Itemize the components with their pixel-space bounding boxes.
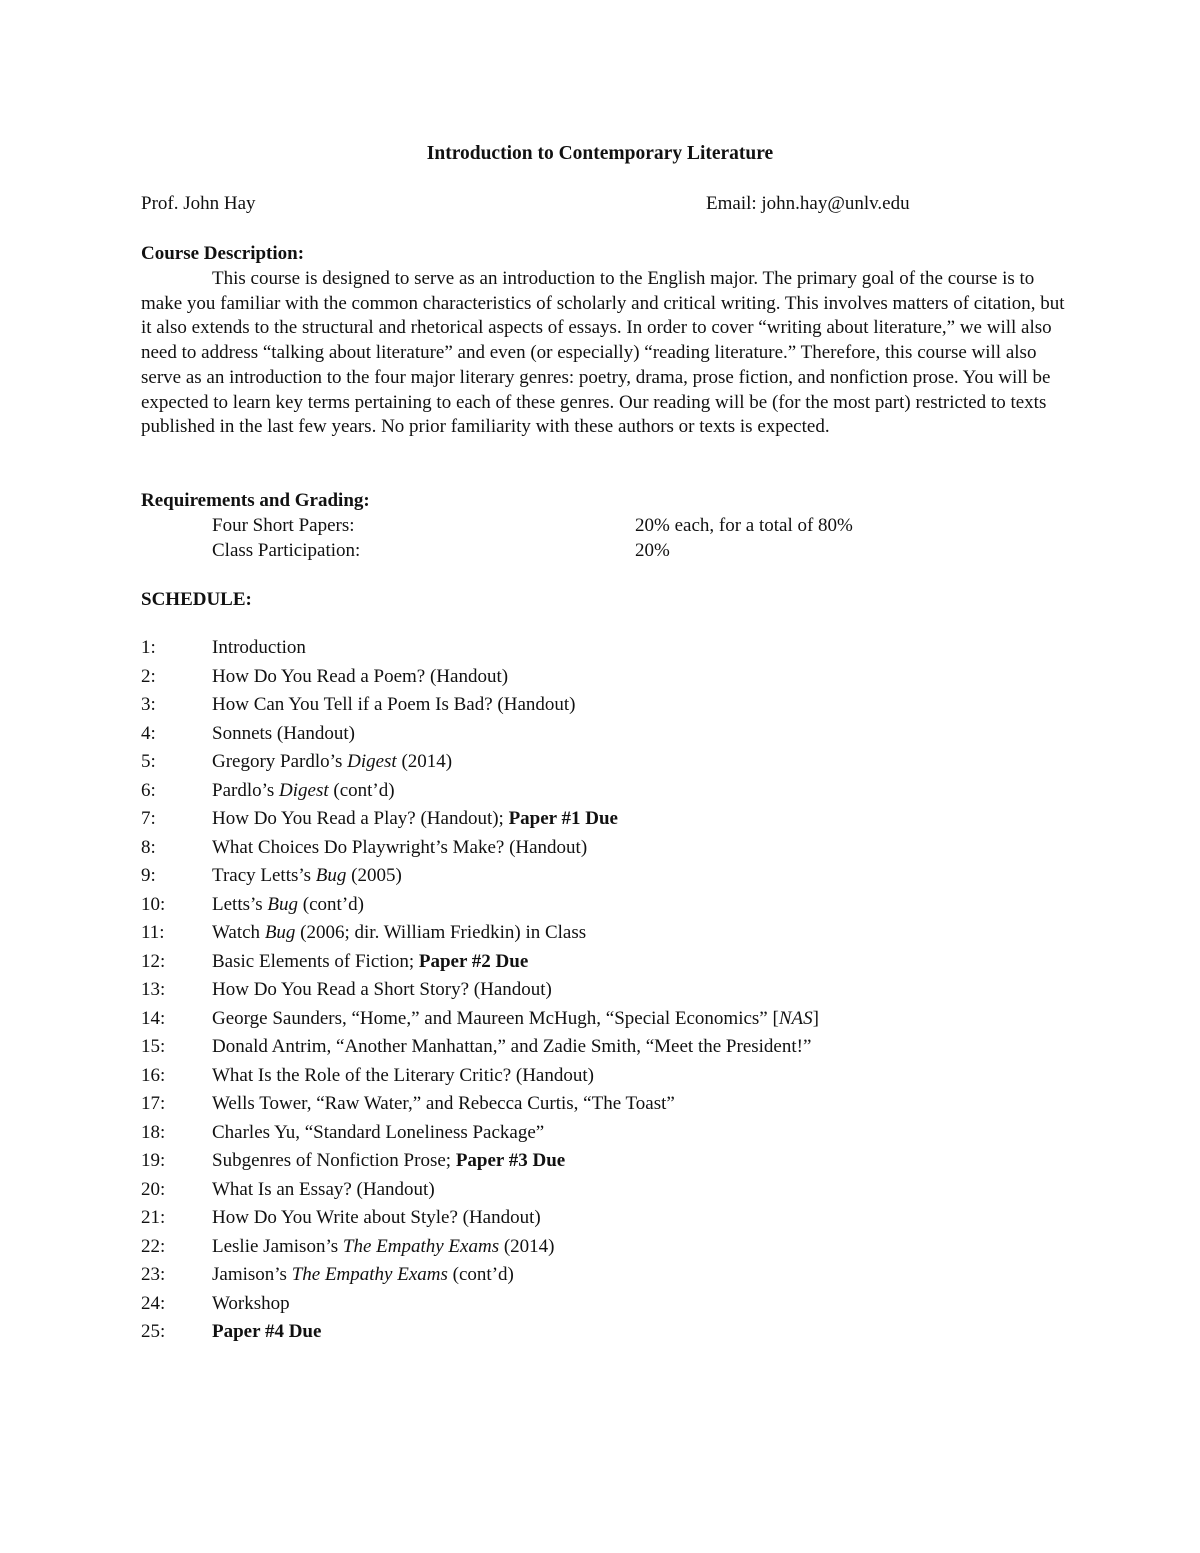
schedule-entry: [212, 864, 402, 889]
entry-text: (cont’d): [328, 779, 395, 801]
schedule-entry: [212, 836, 587, 861]
work-title: The Empathy Exams: [291, 1264, 448, 1285]
schedule-entry: [212, 1064, 594, 1089]
schedule-entry: [212, 722, 355, 747]
schedule-number: 13:: [141, 979, 166, 1000]
schedule-number: 10:: [141, 893, 166, 915]
schedule-entry: [212, 1035, 811, 1060]
schedule-entry: [212, 1263, 514, 1288]
schedule-entry: [212, 1121, 544, 1146]
entry-text: Watch: [212, 922, 265, 943]
entry-text: How Do You Read a Play? (Handout);: [212, 808, 509, 829]
entry-text: Donald Antrim, “Another Manhattan,” and Zadie Smith, “Meet the President!”: [212, 1036, 812, 1057]
entry-text: (cont’d): [298, 893, 364, 915]
schedule-number: 8:: [141, 836, 156, 858]
page-title: Introduction to Contemporary Literature: [426, 143, 774, 164]
schedule-number: 21:: [141, 1207, 166, 1228]
schedule-number: 17:: [141, 1093, 166, 1114]
entry-text: Basic Elements of Fiction;: [212, 950, 419, 972]
schedule-entry: [212, 1206, 541, 1231]
schedule-number: 22:: [141, 1235, 166, 1257]
schedule-number: 24:: [141, 1292, 166, 1314]
schedule-entry: [212, 921, 586, 946]
schedule-number: 18:: [141, 1121, 166, 1143]
entry-text: What Choices Do Playwright’s Make? (Handout): [212, 836, 588, 858]
schedule-heading: SCHEDULE:: [141, 589, 252, 610]
due-notice: Paper #2 Due: [418, 950, 529, 972]
entry-text: What Is an Essay? (Handout): [212, 1178, 435, 1200]
entry-text: How Do You Read a Short Story? (Handout): [212, 979, 552, 1000]
professor-email: Email: john.hay@unlv.edu: [706, 193, 910, 214]
entry-text: Gregory Pardlo’s: [212, 751, 348, 772]
schedule-entry: [212, 893, 364, 918]
work-title: The Empathy Exams: [342, 1235, 500, 1257]
entry-text: How Can You Tell if a Poem Is Bad? (Handout): [212, 694, 576, 715]
schedule-number: 3:: [141, 694, 156, 715]
work-title: Bug: [315, 865, 347, 886]
schedule-number: 6:: [141, 779, 156, 801]
entry-text: What Is the Role of the Literary Critic? (Handout): [212, 1064, 594, 1086]
course-description-heading: Course Description:: [141, 243, 305, 264]
schedule-number: 14:: [141, 1007, 166, 1029]
schedule-entry: [212, 1235, 555, 1260]
schedule-entry: [212, 636, 306, 661]
entry-text: Workshop: [212, 1292, 290, 1314]
schedule-entry: [212, 1149, 565, 1174]
entry-text: Sonnets (Handout): [212, 722, 356, 744]
entry-text: Jamison’s: [212, 1264, 292, 1285]
entry-text: (2014): [396, 751, 453, 772]
entry-text: Introduction: [212, 637, 306, 658]
schedule-number: 23:: [141, 1264, 166, 1285]
schedule-entry: [212, 807, 618, 832]
course-description-text: This course is designed to serve as an introduction to the English major. The primary goal of the course is to make you familiar with the common characteristics of scholarly and critical writing. This involves matters of citation, but it also extends to the structural and rhetorical aspects of essays. In order to cover “writing about literature,” we will also need to address “talking about literature” and even (or especially) “reading literature.” Therefore, this course will also serve as an introduction to the four major literary genres: poetry, drama, prose fiction, and nonfiction prose. You will be expected to learn key terms pertaining to each of these genres. Our reading will be (for the most part) restricted to texts published in the last few years. No prior familiarity with these authors or texts is expected.: [141, 268, 1065, 438]
entry-text: ]: [812, 1007, 819, 1029]
entry-text: Wells Tower, “Raw Water,” and Rebecca Curtis, “The Toast”: [212, 1093, 675, 1114]
schedule-number: 15:: [141, 1036, 166, 1057]
schedule-number: 11:: [141, 922, 165, 943]
requirements-heading: Requirements and Grading:: [141, 490, 370, 511]
entry-text: (cont’d): [447, 1264, 514, 1285]
schedule-entry: [212, 693, 576, 718]
entry-text: Subgenres of Nonfiction Prose;: [212, 1150, 456, 1171]
schedule-number: 7:: [141, 808, 156, 829]
due-notice: Paper #1 Due: [508, 808, 618, 829]
schedule-entry: [212, 779, 395, 804]
schedule-number: 16:: [141, 1064, 166, 1086]
schedule-number: 20:: [141, 1178, 166, 1200]
schedule-number: 1:: [141, 637, 156, 658]
schedule-entry: [212, 750, 452, 775]
due-notice: Paper #3 Due: [455, 1150, 566, 1171]
entry-text: How Do You Write about Style? (Handout): [212, 1207, 541, 1228]
schedule-entry: [212, 665, 508, 690]
requirement-label: Four Short Papers:: [212, 515, 355, 536]
schedule-number: 4:: [141, 722, 156, 744]
requirement-label: Class Participation:: [212, 540, 361, 561]
entry-text: (2005): [346, 865, 402, 886]
entry-text: Leslie Jamison’s: [212, 1235, 343, 1257]
schedule-entry: [212, 1320, 321, 1345]
schedule-number: 5:: [141, 751, 156, 772]
schedule-number: 2:: [141, 665, 156, 687]
schedule-entry: [212, 950, 528, 975]
entry-text: George Saunders, “Home,” and Maureen McHugh, “Special Economics” [: [212, 1007, 779, 1029]
entry-text: Tracy Letts’s: [212, 865, 316, 886]
entry-text: (2014): [499, 1235, 555, 1257]
schedule-entry: [212, 1292, 290, 1317]
professor-name: Prof. John Hay: [141, 193, 256, 214]
schedule-number: 9:: [141, 865, 156, 886]
schedule-entry: [212, 1178, 435, 1203]
schedule-number: 19:: [141, 1150, 166, 1171]
entry-text: Charles Yu, “Standard Loneliness Package”: [212, 1121, 545, 1143]
work-title: Digest: [279, 779, 329, 801]
schedule-number: 12:: [141, 950, 166, 972]
schedule-entry: [212, 1007, 819, 1032]
entry-text: (2006; dir. William Friedkin) in Class: [295, 922, 587, 943]
work-title: NAS: [778, 1007, 813, 1029]
work-title: Digest: [347, 751, 397, 772]
schedule-number: 25:: [141, 1321, 166, 1342]
entry-text: Pardlo’s: [212, 779, 280, 801]
schedule-entry: [212, 1092, 675, 1117]
entry-text: Letts’s: [212, 893, 268, 915]
requirement-value: 20% each, for a total of 80%: [635, 515, 853, 536]
due-notice: Paper #4 Due: [212, 1321, 322, 1342]
schedule-entry: [212, 978, 552, 1003]
work-title: Bug: [267, 893, 299, 915]
work-title: Bug: [264, 922, 296, 943]
requirement-value: 20%: [635, 540, 670, 561]
entry-text: How Do You Read a Poem? (Handout): [212, 665, 509, 687]
